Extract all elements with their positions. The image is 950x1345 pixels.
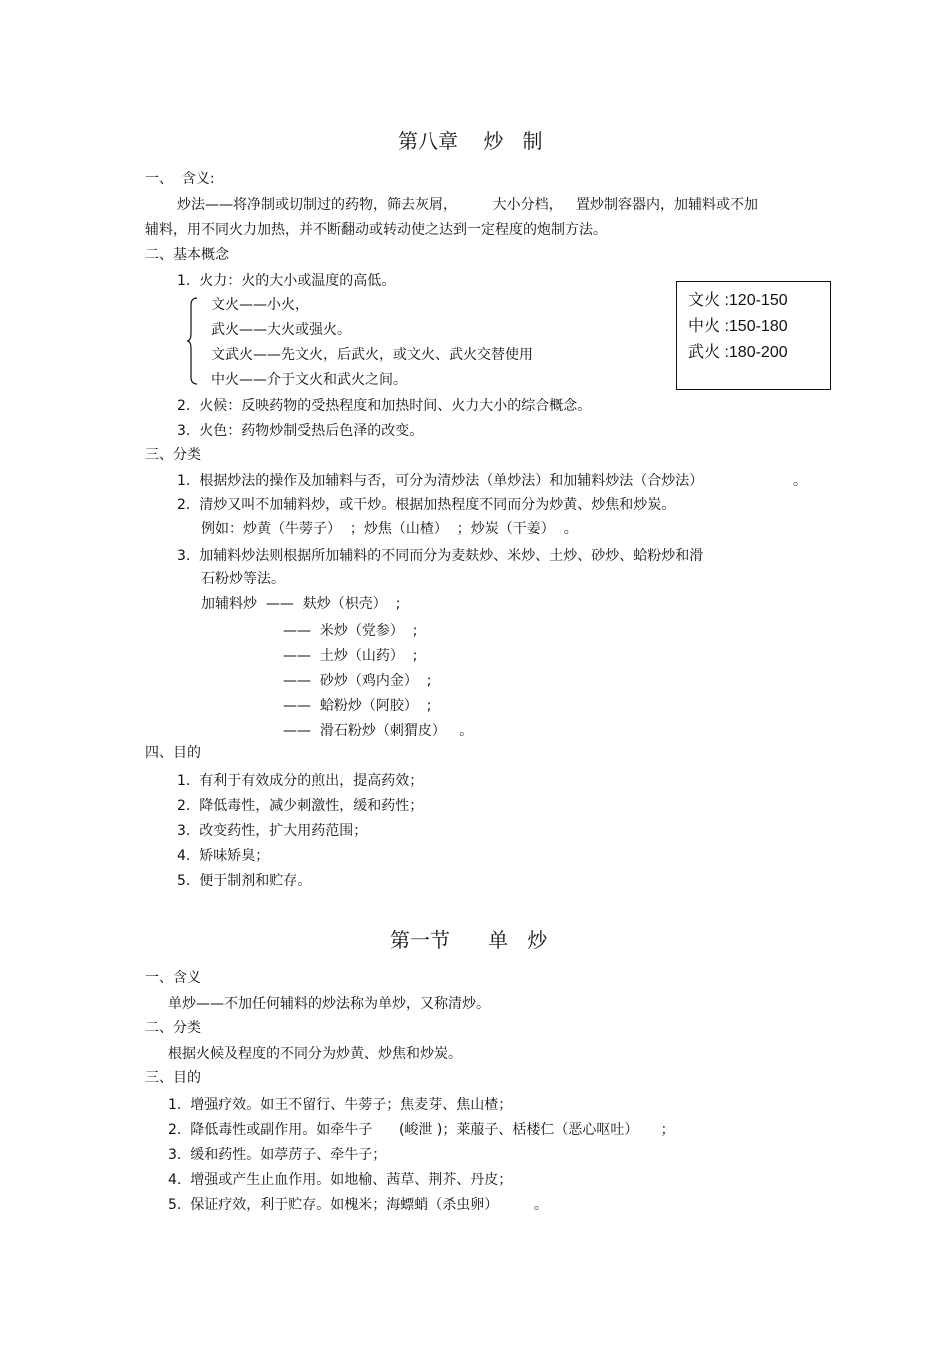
definition-line-1: 炒法——将净制或切制过的药物，筛去灰屑， 大小分档， 置炒制容器内，加辅料或不加 [177,197,758,213]
auxiliary-item-rice: —— 米炒（党参） ; [283,623,418,639]
single-fry-heading-purpose: 三、目的 [145,1070,201,1086]
section-title: 第一节 单 炒 [390,928,548,952]
classification-item-1-end: 。 [793,473,807,489]
concept-fire-timing: 2. 火候：反映药物的受热程度和加热时间、火力大小的综合概念。 [177,398,592,414]
temperature-box [676,281,831,390]
concept-fire-color: 3. 火色：药物炒制受热后色泽的改变。 [177,423,424,439]
single-fry-purpose-3: 3. 缓和药性。如葶苈子、牵牛子； [168,1147,387,1163]
auxiliary-item-clam: —— 蛤粉炒（阿胶） ; [283,698,432,714]
auxiliary-item-soil: —— 土炒（山药） ; [283,648,418,664]
single-fry-purpose-5: 5. 保证疗效，利于贮存。如槐米；海螵蛸（杀虫卵） 。 [168,1197,548,1213]
single-fry-heading-meaning: 一、含义 [145,970,201,986]
single-fry-purpose-2: 2. 降低毒性或副作用。如牵牛子 (峻泄 )；莱菔子、栝楼仁（恶心呕吐） ； [168,1122,675,1138]
auxiliary-label: 加辅料炒 —— 麸炒（枳壳） ; [201,596,401,612]
single-fry-classification: 根据火候及程度的不同分为炒黄、炒焦和炒炭。 [168,1046,462,1062]
auxiliary-item-sand: —— 砂炒（鸡内金） ; [283,673,432,689]
temperature-wuhuo: 武火 :180-200 [688,344,788,361]
auxiliary-item-talc: —— 滑石粉炒（刺猬皮） 。 [283,723,474,739]
purpose-item-2: 2. 降低毒性，减少刺激性，缓和药性； [177,798,424,814]
fire-type-2: 武火——大火或强火。 [211,322,351,338]
section-heading-purpose: 四、目的 [145,745,201,761]
single-fry-definition: 单炒——不加任何辅料的炒法称为单炒，又称清炒。 [168,996,490,1012]
fire-type-4: 中火——介于文火和武火之间。 [211,372,407,388]
classification-item-2: 2. 清炒又叫不加辅料炒，或干炒。根据加热程度不同而分为炒黄、炒焦和炒炭。 [177,497,676,513]
chapter-title: 第八章 炒 制 [398,129,543,153]
classification-item-1: 1. 根据炒法的操作及加辅料与否，可分为清炒法（单炒法）和加辅料炒法（合炒法） [177,473,704,489]
fire-type-3: 文武火——先文火，后武火，或文火、武火交替使用 [211,347,533,363]
purpose-item-4: 4. 矫味矫臭； [177,848,270,864]
section-heading-meaning: 一、 含义: [145,171,215,187]
definition-line-2: 辅料，用不同火力加热，并不断翻动或转动使之达到一定程度的炮制方法。 [145,222,607,238]
curly-brace [186,297,198,385]
temperature-zhonghuo: 中火 :150-180 [688,318,788,335]
section-heading-classification: 三、分类 [145,447,201,463]
classification-item-3-line-1: 3. 加辅料炒法则根据所加辅料的不同而分为麦麸炒、米炒、土炒、砂炒、蛤粉炒和滑 [177,548,704,564]
single-fry-purpose-4: 4. 增强或产生止血作用。如地榆、茜草、荆芥、丹皮； [168,1172,513,1188]
single-fry-purpose-1: 1. 增强疗效。如王不留行、牛蒡子；焦麦芽、焦山楂； [168,1097,513,1113]
purpose-item-1: 1. 有利于有效成分的煎出，提高药效； [177,773,424,789]
section-heading-concepts: 二、基本概念 [145,247,229,263]
temperature-wenhuo: 文火 :120-150 [688,292,788,309]
classification-example: 例如：炒黄（牛蒡子） ；炒焦（山楂） ；炒炭（干姜） 。 [201,521,578,537]
concept-fire-power: 1. 火力：火的大小或温度的高低。 [177,273,396,289]
purpose-item-3: 3. 改变药性，扩大用药范围； [177,823,368,839]
purpose-item-5: 5. 便于制剂和贮存。 [177,873,312,889]
classification-item-3-line-2: 石粉炒等法。 [201,571,285,587]
fire-type-1: 文火——小火， [211,297,309,313]
single-fry-heading-classification: 二、分类 [145,1020,201,1036]
